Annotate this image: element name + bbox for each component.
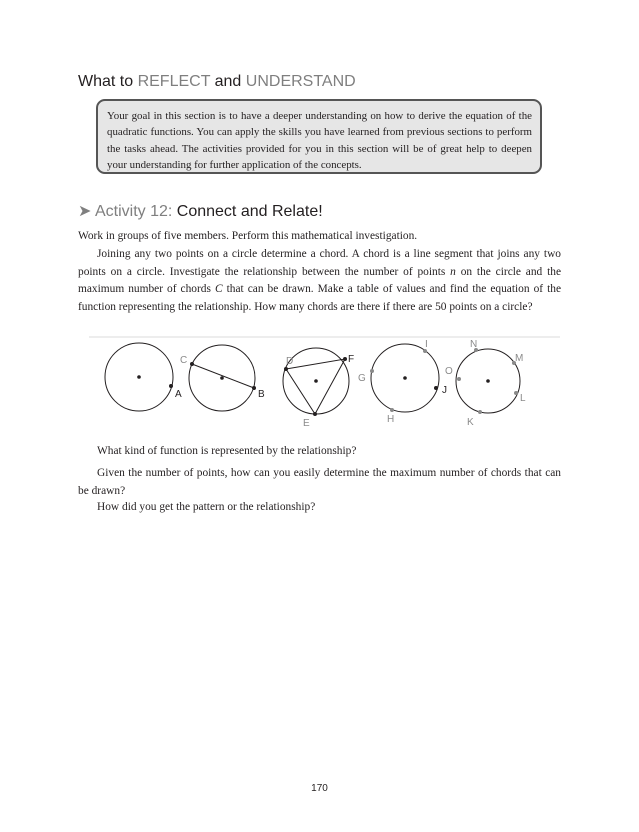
circle-1-group [105,343,182,411]
main-text-1: Joining any two points on a circle determine a chord. A chord is a line segment that joins any two points on a circle. Investigate the relationship between the number of points [78,248,561,278]
page-number: 170 [311,783,328,794]
point-l [514,391,518,395]
point-b [252,386,256,390]
variable-c: C [214,283,223,296]
point-f [343,357,347,361]
circle-4-center [403,376,407,380]
activity-heading [78,201,323,221]
label-h: H [387,414,395,425]
question-2: Given the number of points, how can you easily determine the maximum number of chords that can be drawn? [78,467,561,497]
point-j [434,386,438,390]
chord-cb [192,364,254,388]
main-paragraph [78,246,561,316]
main-text-2: on the circle and the maximum number of chords [78,265,562,296]
question-1: What kind of function is represented by the relationship? [97,445,357,457]
activity-title: Connect and Relate! [176,203,323,220]
point-c [190,362,194,366]
label-l: L [520,393,526,404]
circle-3-center [314,379,318,383]
label-i: I [425,339,428,350]
label-g: G [358,373,366,384]
section-word-reflect: REFLECT [137,73,211,90]
circle-2-group [180,345,265,411]
main-text-3: that can be drawn. Make a table of values and find the equation of the function representing the relationship. How many chords are there if there are 50 points on a circle? [78,283,562,313]
point-g [370,369,374,373]
section-prefix: What to [78,73,138,90]
circle-4-group [358,339,447,425]
goal-text: Your goal in this section is to have a deeper understanding on how to derive the equation of the quadratic functions. You can apply the skills you have learned from previous sections to perform the tasks ahead. The activities provided for you in this section will be of great help to deepen your understanding for further application of the concepts. [107,110,532,171]
section-and: and [210,73,246,90]
label-d: D [286,356,294,367]
circle-3-group [283,348,354,429]
point-d [284,367,288,371]
circle-5-center [486,379,490,383]
goal-box [96,99,542,174]
label-a: A [175,389,182,400]
point-h [390,408,394,412]
section-word-understand: UNDERSTAND [245,73,356,90]
point-a [169,384,173,388]
arrow-icon: ➤ [78,203,92,220]
point-k [478,410,482,414]
section-heading [78,73,356,91]
activity-label: Activity 12: [94,203,173,220]
label-f: F [348,354,355,365]
label-n: N [470,339,478,350]
circle-2-center [220,376,224,380]
variable-n: n [450,265,456,278]
label-b: B [258,389,265,400]
point-e [313,412,317,416]
circle-1-center [137,375,141,379]
label-c: C [180,355,188,366]
question-3: How did you get the pattern or the relationship? [97,501,316,513]
intro-paragraph: Work in groups of five members. Perform this mathematical investigation. [78,230,418,242]
circles-figure [89,335,560,433]
circle-5-group [445,339,526,428]
label-j: J [442,385,447,396]
label-o: O [445,366,453,377]
label-e: E [303,418,310,429]
label-k: K [467,417,474,428]
label-m: M [515,353,524,364]
point-o [457,377,461,381]
